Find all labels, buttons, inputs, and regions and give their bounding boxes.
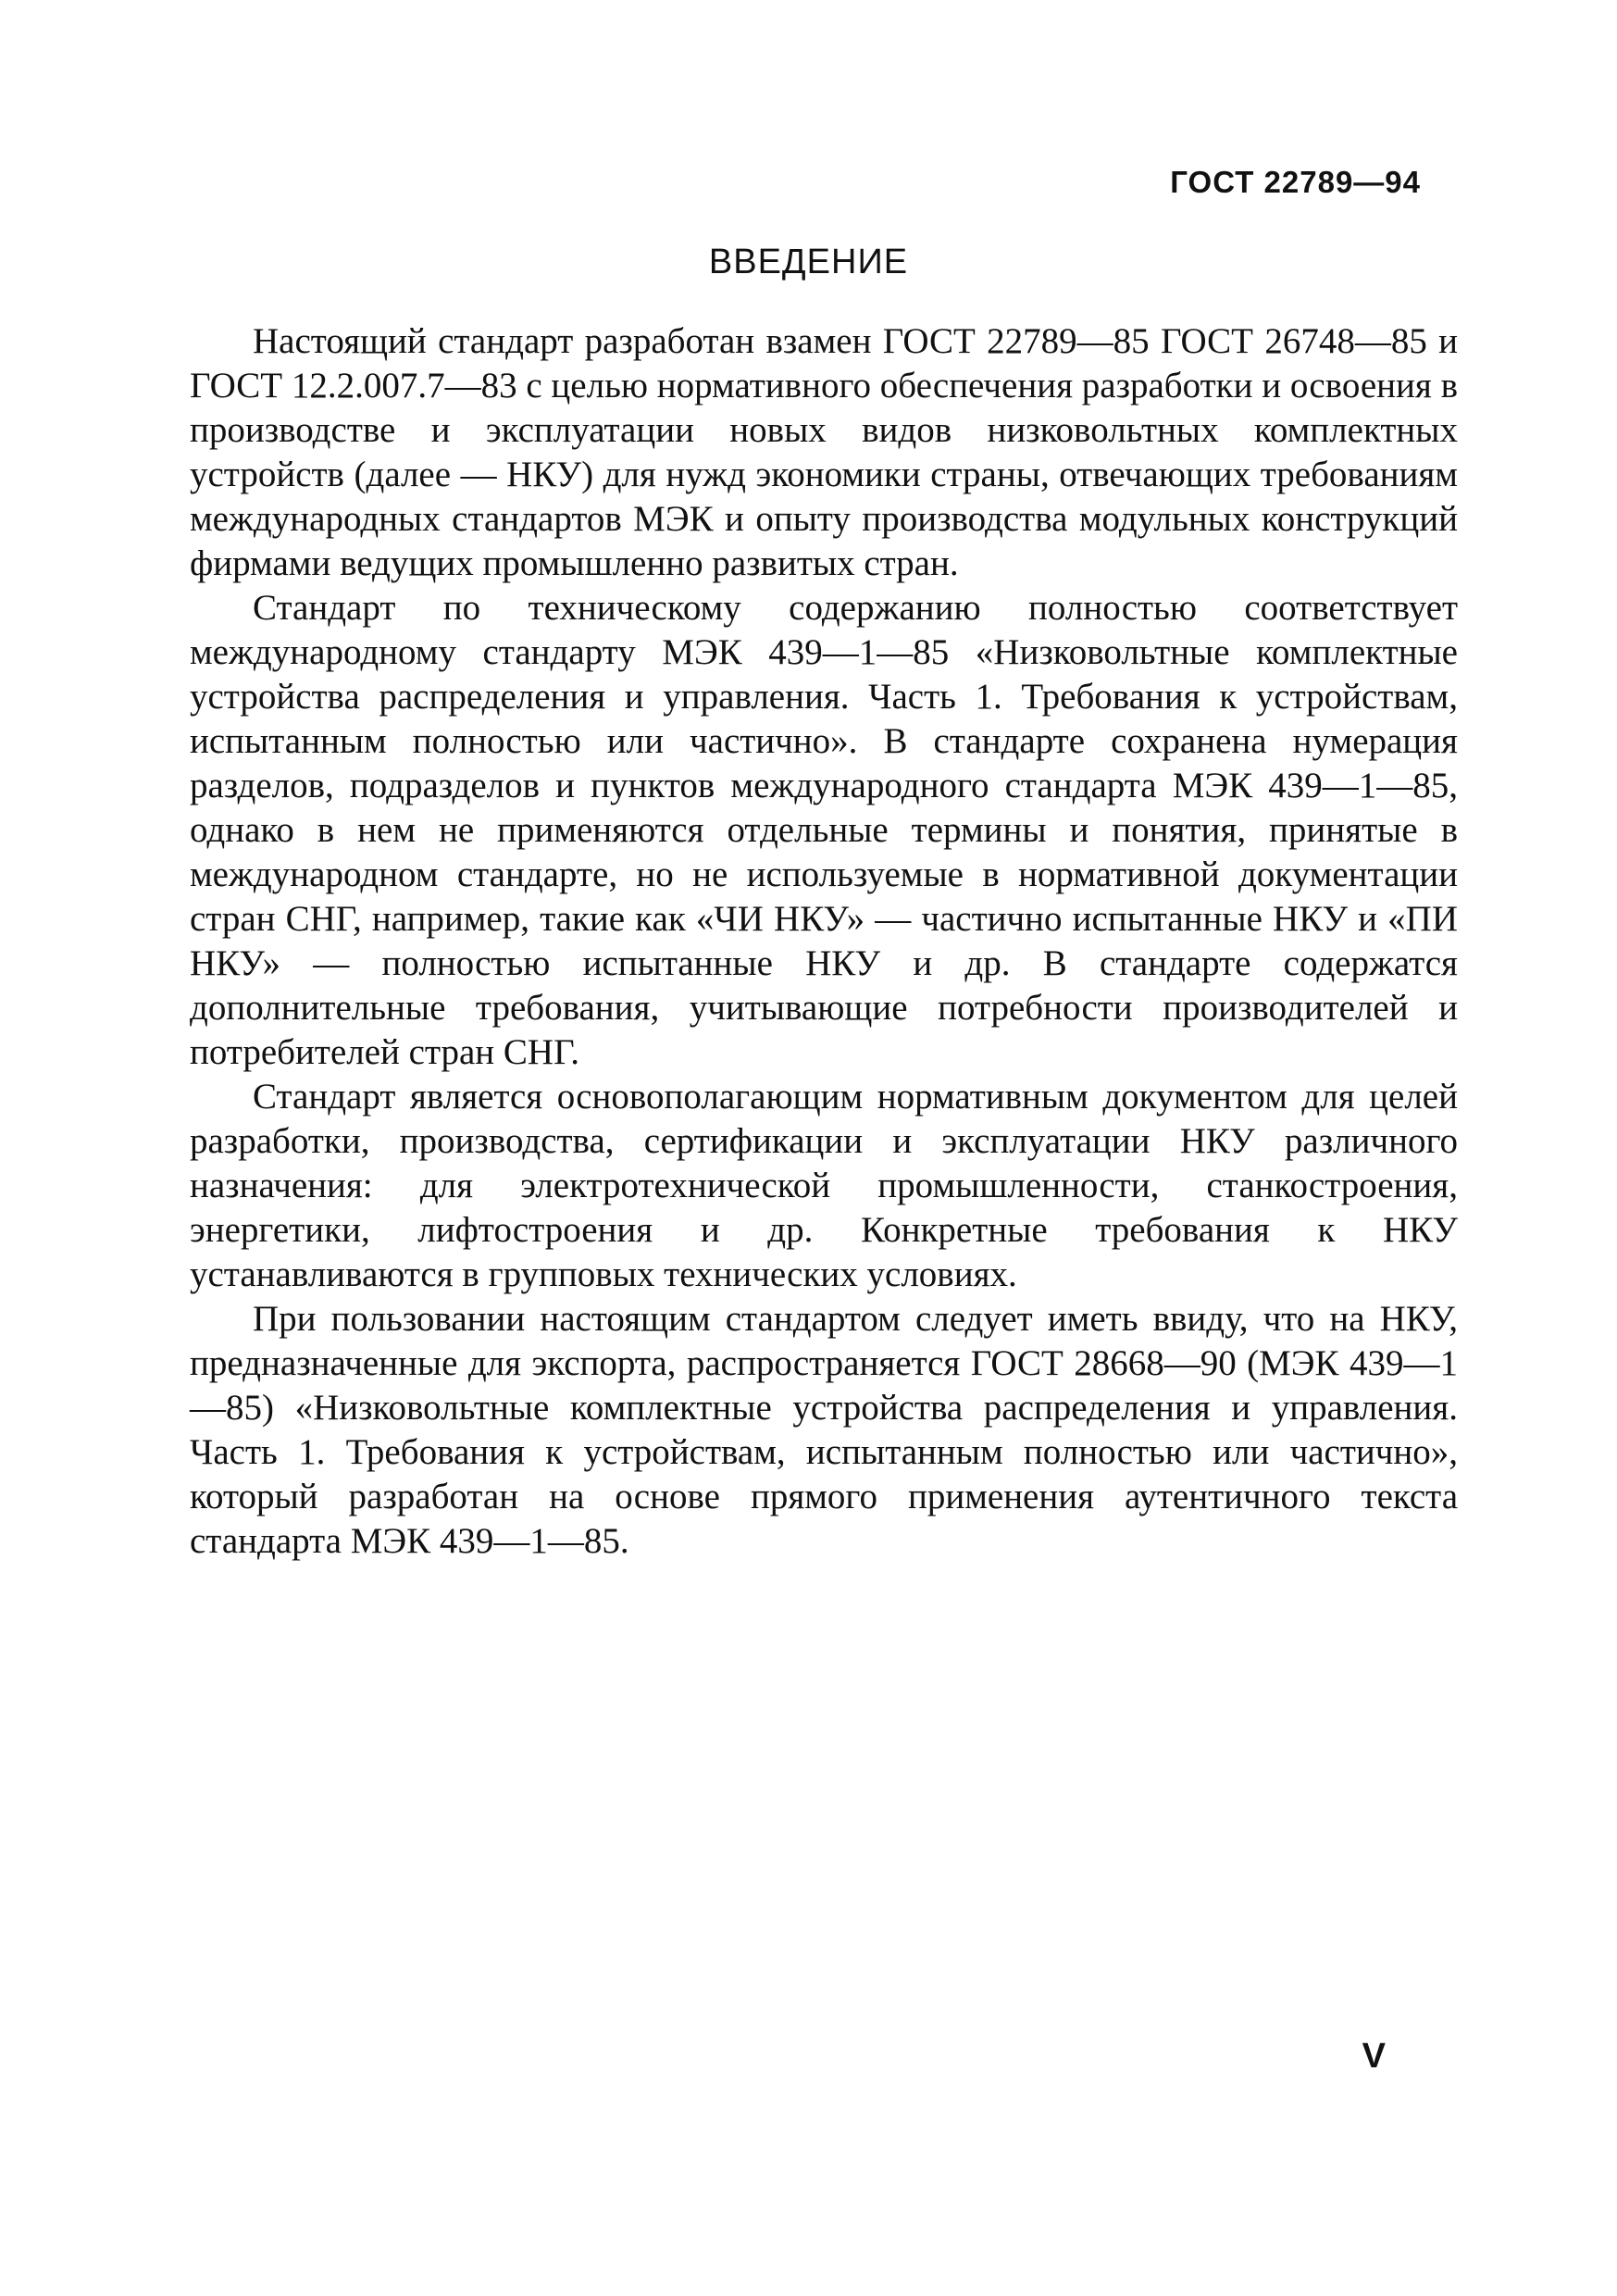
page-number: V bbox=[1362, 2037, 1386, 2076]
paragraph-2: Стандарт по техническому содержанию полностью соответствует международному стандарту МЭК 439—1—85 «Низковольтные комплектные устройства распределения и управления. Часть 1. Требования к устройствам, испытанным полностью или частично». В стандарте сохранена нумерация разделов, подразделов и пунктов международного стандарта МЭК 439—1—85, однако в нем не применяются отдельные термины и понятия, принятые в международном стандарте, но не используемые в нормативной документации стран СНГ, например, такие как «ЧИ НКУ» — частично испытанные НКУ и «ПИ НКУ» — полностью испытанные НКУ и др. В стандарте содержатся дополнительные требования, учитывающие потребности производителей и потребителей стран СНГ. bbox=[190, 588, 1458, 1072]
paragraph-4: При пользовании настоящим стандартом следует иметь ввиду, что на НКУ, предназначенные для экспорта, распространяется ГОСТ 28668—90 (МЭК 439—1—85) «Низковольтные комплектные устройства распределения и управления. Часть 1. Требования к устройствам, испытанным полностью или частично», который разработан на основе прямого применения аутентичного текста стандарта МЭК 439—1—85. bbox=[190, 1299, 1458, 1561]
body-text bbox=[190, 319, 1458, 1564]
paragraph-1: Настоящий стандарт разработан взамен ГОСТ 22789—85 ГОСТ 26748—85 и ГОСТ 12.2.007.7—83 с целью нормативного обеспечения разработки и освоения в производстве и эксплуатации новых видов низковольтных комплектных устройств (далее — НКУ) для нужд экономики страны, отвечающих требованиям международных стандартов МЭК и опыту производства модульных конструкций фирмами ведущих промышленно развитых стран. bbox=[190, 321, 1458, 583]
paragraph-3: Стандарт является основополагающим нормативным документом для целей разработки, производства, сертификации и эксплуатации НКУ различного назначения: для электротехнической промышленности, станкостроения, энергетики, лифтостроения и др. Конкретные требования к НКУ устанавливаются в групповых технических условиях. bbox=[190, 1077, 1458, 1294]
section-title: ВВЕДЕНИЕ bbox=[708, 243, 909, 281]
document-code: ГОСТ 22789—94 bbox=[1170, 165, 1421, 199]
